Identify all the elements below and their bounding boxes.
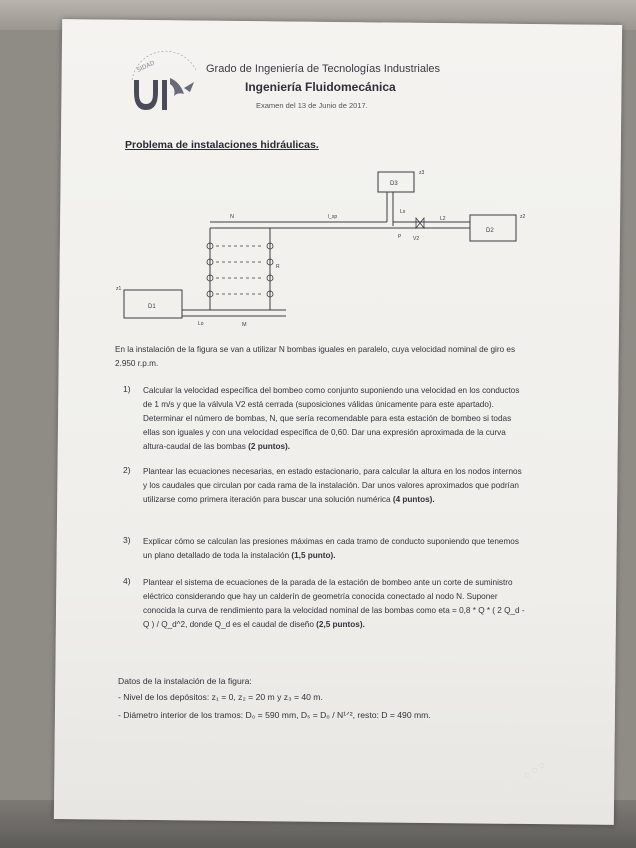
data-pipe-diameters: - Diámetro interior de los tramos: D₀ = 590 mm, Dₛ = D₀ / N¹ᐟ², resto: D = 490 mm. [118,710,431,720]
ls-label: Ls [400,209,406,215]
tank-d1-label: D1 [148,304,156,310]
question-2-points: (4 puntos). [392,495,435,504]
faded-stamp-icon: ◌ ◌ ◌ [521,759,548,782]
node-m-label: M [242,322,247,328]
problem-intro: En la instalación de la figura se van a utilizar N bombas iguales en paralelo, cuya velocidad nominal de giro es 2.950 r.p.m. [115,345,516,368]
node-n-label: N [230,214,234,220]
question-1-points: (2 puntos). [248,442,290,451]
question-4 [143,576,527,632]
z2-label: z2 [520,214,526,220]
node-p-label: P [398,234,402,240]
data-title: Datos de la instalación de la figura: [118,676,252,686]
question-4-points: (2,5 puntos). [316,620,365,629]
subject-name: Ingeniería Fluidomecánica [245,80,396,94]
z3-label: z3 [419,170,425,176]
question-3-points: (1,5 punto). [291,551,336,560]
question-4-text: Plantear el sistema de ecuaciones de la parada de la estación de bombeo ante un corte de suministro eléctrico considerando que hay un calderín de geometría conocida conectado al nodo N. Suponer conocida la curva de rendimiento para la velocidad nominal de las bombas como eta = 0,8 * Q * ( 2 Q_d - Q ) / Q_d^2, donde Q_d es el caudal de diseño [143,578,525,629]
question-2-text: Plantear las ecuaciones necesarias, en estado estacionario, para calcular la altura en los nodos internos y los caudales que circulan por cada rama de la instalación. Dar unos valores aproximados que podrían utilizarse como primera iteración para buscar una solución numérica [143,467,522,504]
valve-label: V2 [413,236,420,242]
question-1-text: Calcular la velocidad específica del bombeo como conjunto suponiendo una velocidad en los conductos de 1 m/s y que la válvula V2 está cerrada (suposiciones válidas únicamente para este apartado). Determinar el número de bombas, N, que sería recomendable para esta estación de bombeo si todas ellas son iguales y con una velocidad específica de 0,60. Dar una expresión aproximada de la curva altura-caudal de las bombas [143,386,520,451]
question-1-number: 1) [123,384,131,394]
pump-row-label: R [276,264,280,270]
degree-name: Grado de Ingeniería de Tecnologías Industriales [206,63,441,75]
hydraulic-installation-diagram [110,160,540,340]
problem-title: Problema de instalaciones hidráulicas. [125,139,319,151]
question-2 [143,465,525,507]
z1-label: z1 [116,286,122,292]
question-2-number: 2) [123,465,131,475]
lo-label: Lo [198,321,204,327]
university-logo-icon [126,50,206,120]
question-3-text: Explicar cómo se calculan las presiones máximas en cada tramo de conducto suponiendo que tenemos un plano detallado de toda la instalación [143,537,519,560]
data-tank-levels: - Nivel de los depósitos: z₁ = 0, z₂ = 20 m y z₃ = 40 m. [118,692,323,702]
question-4-number: 4) [123,576,131,586]
valve-icon [416,218,424,228]
lsp-label: l_sp [328,214,338,220]
tank-d3-label: D3 [390,181,398,187]
l2-label: L2 [440,216,446,222]
question-1 [143,384,525,454]
question-3 [143,535,525,563]
tank-d2-label: D2 [486,228,494,234]
exam-date: Examen del 13 de Junio de 2017. [256,101,368,110]
question-3-number: 3) [123,535,131,545]
svg-text:SIDAD: SIDAD [135,59,156,74]
